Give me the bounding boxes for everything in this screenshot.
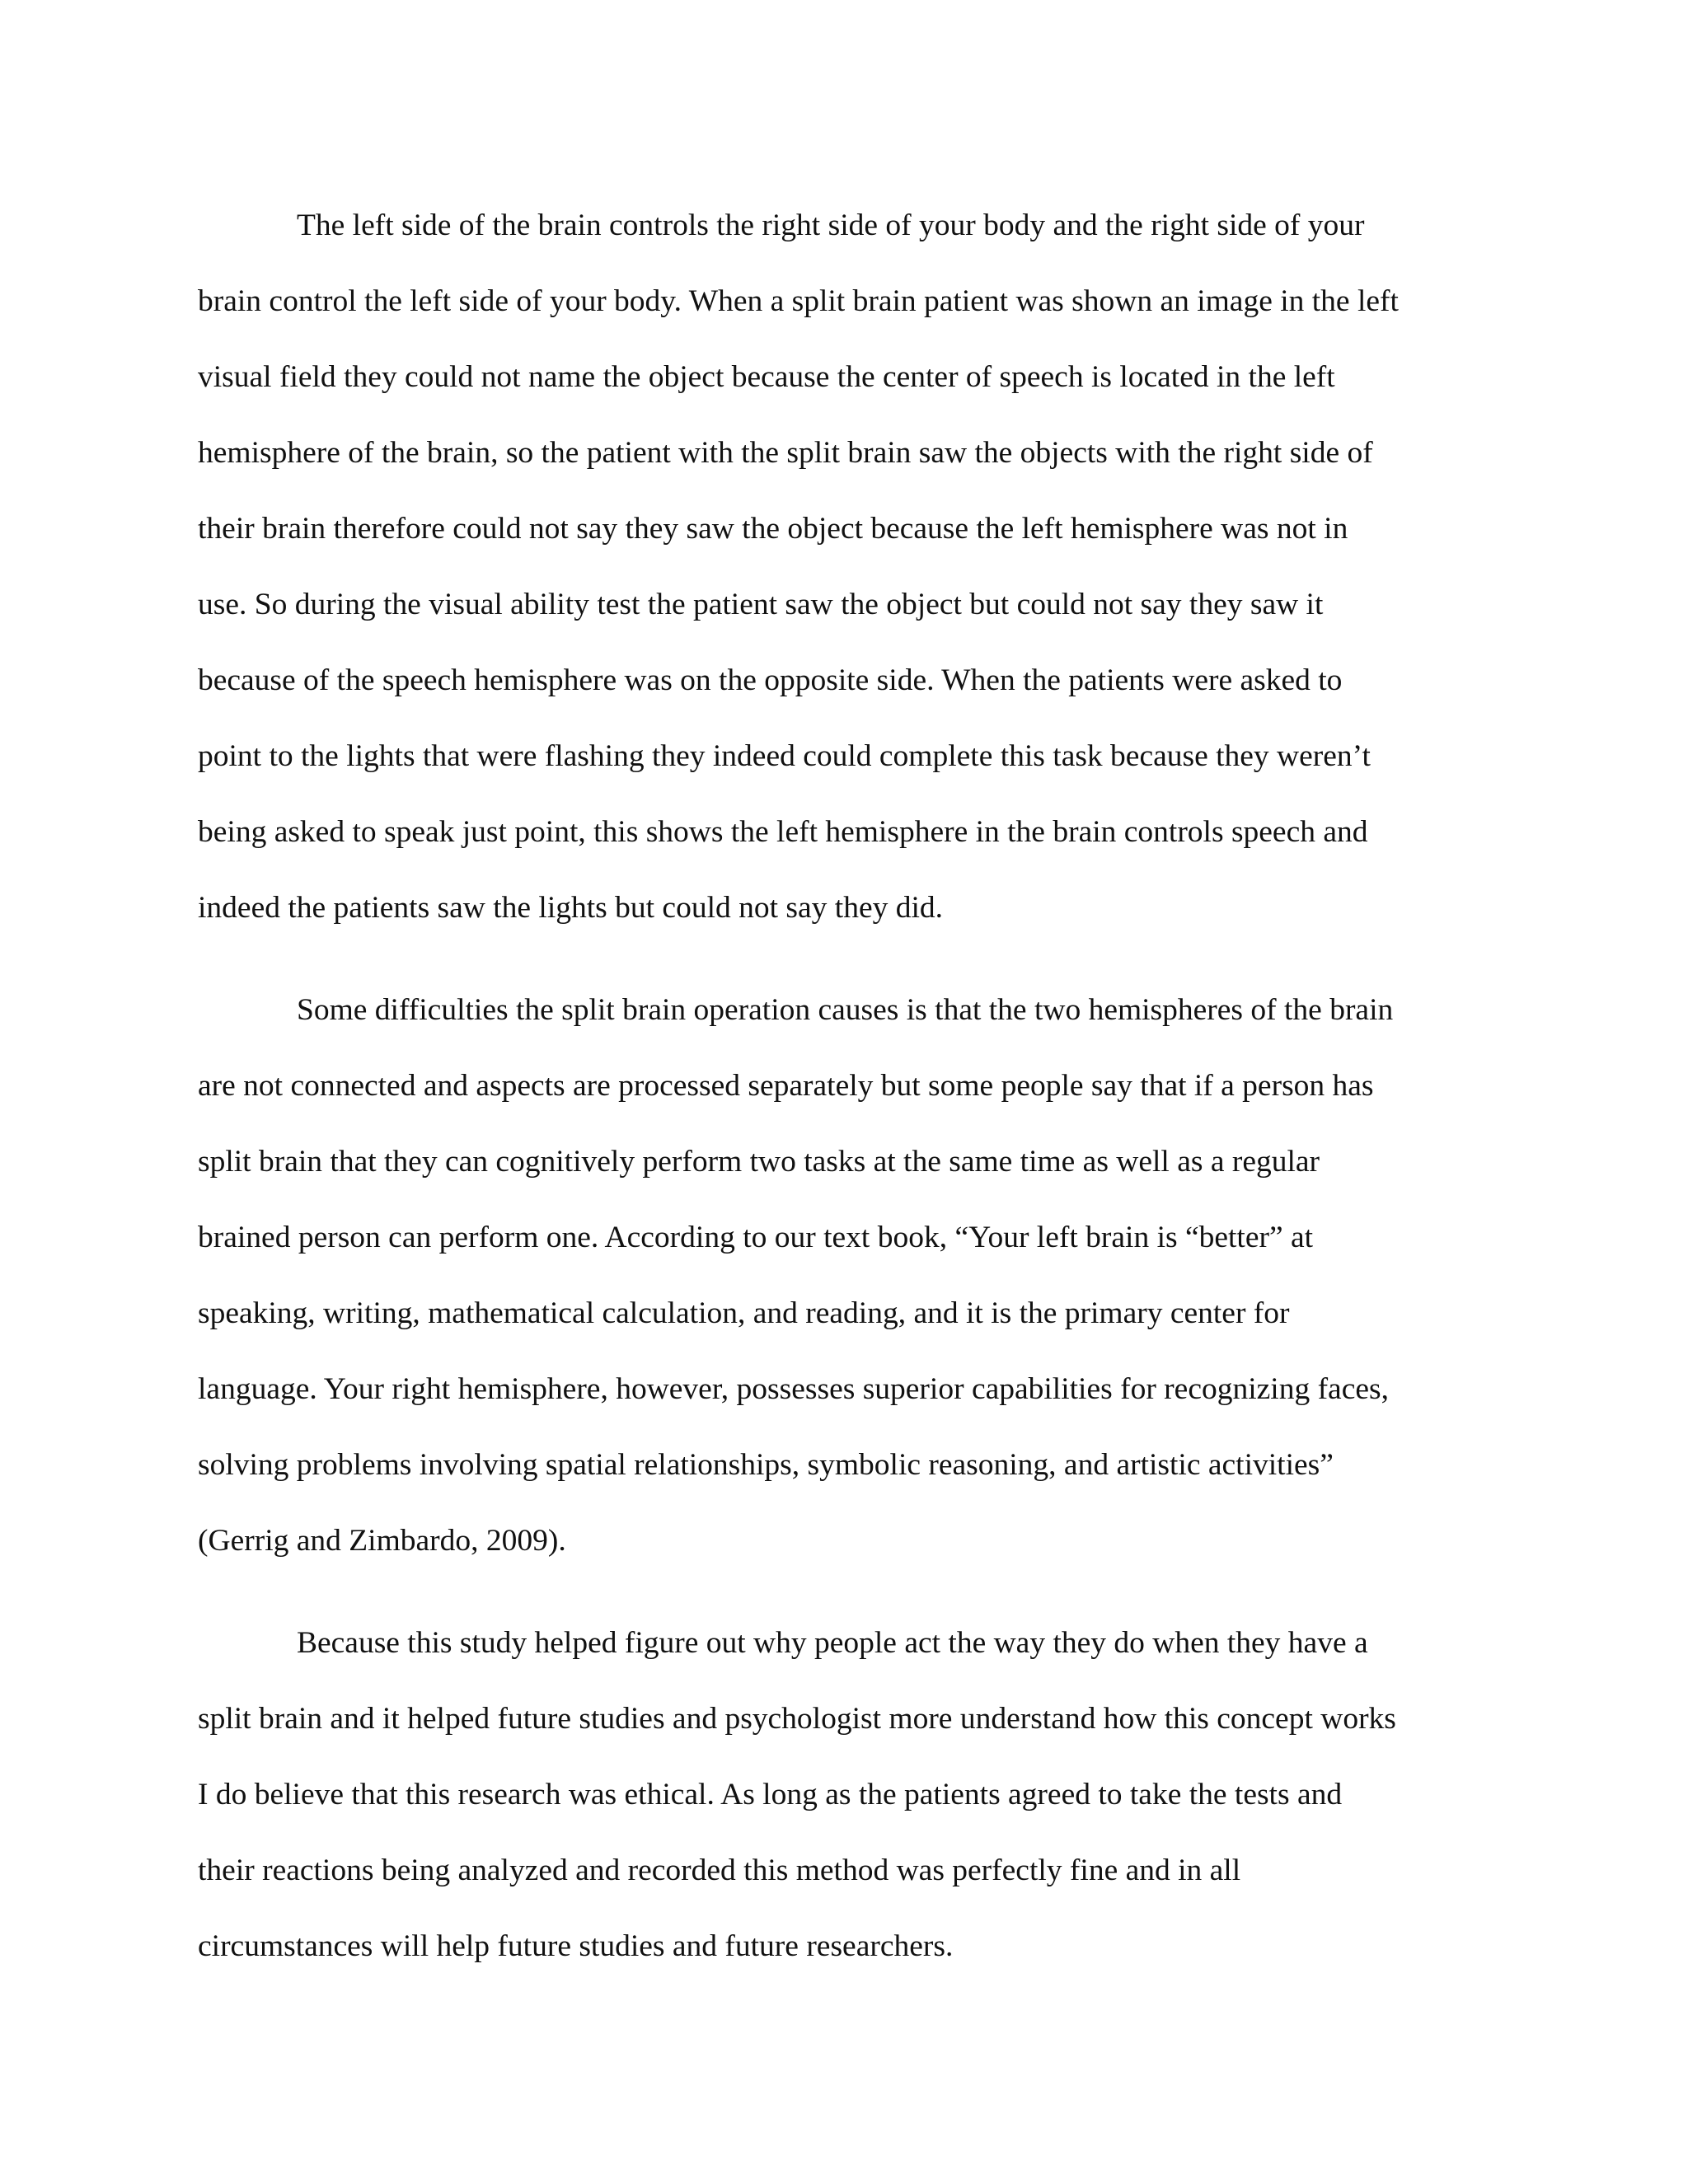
paragraph-line: brained person can perform one. According to our text book, “Your left brain is “better” at [198,1221,1314,1254]
paragraph-line: their brain therefore could not say they saw the object because the left hemisphere was not in [198,512,1348,546]
paragraph-line: use. So during the visual ability test the patient saw the object but could not say they saw it [198,588,1324,621]
paragraph-line: I do believe that this research was ethical. As long as the patients agreed to take the tests and [198,1778,1343,1811]
paragraph-line: being asked to speak just point, this shows the left hemisphere in the brain controls speech and [198,815,1368,849]
document-body [198,188,1492,1985]
paragraph-line: split brain and it helped future studies and psychologist more understand how this concept works [198,1702,1396,1736]
paragraph-line: language. Your right hemisphere, however, possesses superior capabilities for recognizing faces, [198,1372,1389,1406]
paragraph-line: visual field they could not name the object because the center of speech is located in the left [198,360,1335,394]
paragraph-line: hemisphere of the brain, so the patient with the split brain saw the objects with the right side of [198,436,1373,470]
paragraph-line: brain control the left side of your body. When a split brain patient was shown an image in the left [198,284,1399,318]
paragraph-2 [198,972,1492,1579]
paragraph-3 [198,1605,1492,1985]
paragraph-line: indeed the patients saw the lights but could not say they did. [198,891,944,925]
paragraph-line: The left side of the brain controls the right side of your body and the right side of your [297,209,1365,242]
paragraph-line: circumstances will help future studies and future researchers. [198,1929,954,1963]
paragraph-line: because of the speech hemisphere was on the opposite side. When the patients were asked to [198,663,1343,697]
paragraph-line: solving problems involving spatial relationships, symbolic reasoning, and artistic activities” [198,1448,1334,1482]
paragraph-line: speaking, writing, mathematical calculation, and reading, and it is the primary center for [198,1296,1290,1330]
paragraph-line: Because this study helped figure out why people act the way they do when they have a [297,1626,1368,1660]
paragraph-spacer [198,1579,1492,1605]
paragraph-line: Some difficulties the split brain operation causes is that the two hemispheres of the brain [297,993,1394,1027]
paragraph-1 [198,188,1492,946]
paragraph-spacer [198,946,1492,972]
paragraph-line: split brain that they can cognitively perform two tasks at the same time as well as a regular [198,1145,1320,1179]
paragraph-line: (Gerrig and Zimbardo, 2009). [198,1524,566,1558]
paragraph-line: are not connected and aspects are processed separately but some people say that if a person has [198,1069,1374,1103]
paragraph-line: their reactions being analyzed and recorded this method was perfectly fine and in all [198,1854,1241,1887]
paragraph-line: point to the lights that were flashing they indeed could complete this task because they weren’t [198,739,1371,773]
